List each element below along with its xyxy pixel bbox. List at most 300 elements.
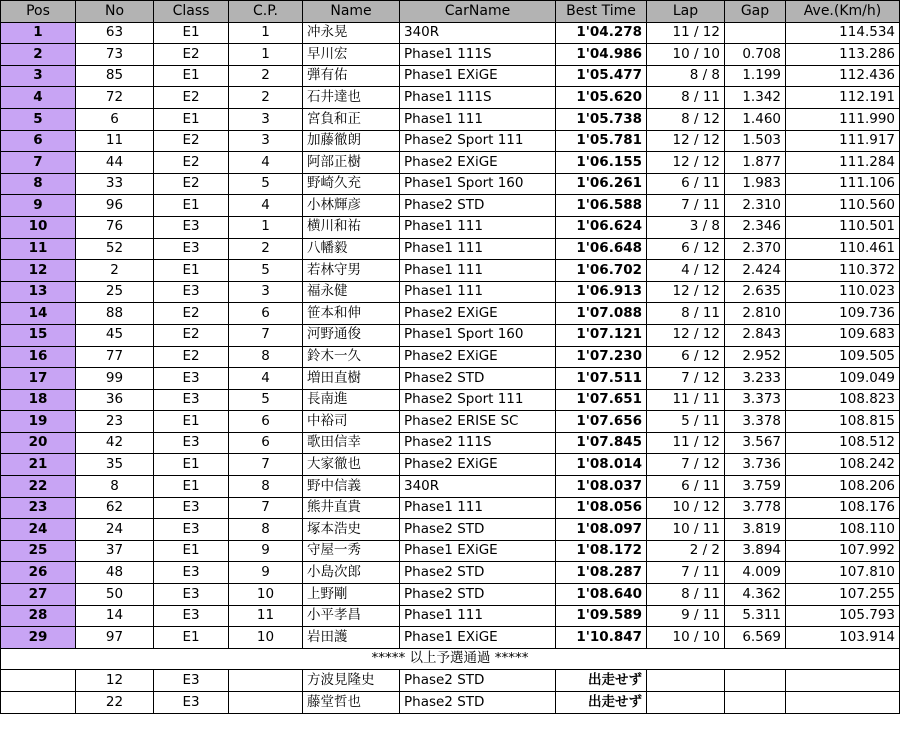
gap-cell: [725, 22, 786, 44]
pos-cell: 17: [1, 368, 76, 390]
best-time-cell: 1'06.588: [556, 195, 647, 217]
pos-cell: 8: [1, 173, 76, 195]
gap-cell: 3.378: [725, 411, 786, 433]
cp-cell: 6: [229, 303, 303, 325]
dns-gap-cell: [725, 670, 786, 692]
no-cell: 6: [76, 108, 154, 130]
carname-cell: 340R: [400, 476, 556, 498]
no-cell: 36: [76, 389, 154, 411]
gap-cell: 3.373: [725, 389, 786, 411]
ave-cell: 103.914: [786, 627, 900, 649]
lap-cell: 10 / 12: [647, 497, 725, 519]
ave-cell: 109.736: [786, 303, 900, 325]
table-row: [1, 44, 900, 66]
name-cell: 冲永晃: [303, 22, 400, 44]
table-row: [1, 389, 900, 411]
no-cell: 33: [76, 173, 154, 195]
pos-cell: 1: [1, 22, 76, 44]
lap-cell: 8 / 8: [647, 65, 725, 87]
ave-cell: 108.206: [786, 476, 900, 498]
lap-cell: 6 / 11: [647, 173, 725, 195]
name-cell: 石井達也: [303, 87, 400, 109]
best-time-cell: 1'07.511: [556, 368, 647, 390]
no-cell: 73: [76, 44, 154, 66]
best-time-cell: 1'04.278: [556, 22, 647, 44]
name-cell: 小林輝彦: [303, 195, 400, 217]
table-row: [1, 65, 900, 87]
name-cell: 宮負和正: [303, 108, 400, 130]
name-cell: 岩田護: [303, 627, 400, 649]
dns-class-cell: E3: [154, 670, 229, 692]
lap-cell: 11 / 12: [647, 22, 725, 44]
no-cell: 23: [76, 411, 154, 433]
gap-cell: 2.310: [725, 195, 786, 217]
cp-cell: 8: [229, 519, 303, 541]
ave-cell: 110.501: [786, 216, 900, 238]
gap-cell: 1.503: [725, 130, 786, 152]
table-row: [1, 346, 900, 368]
dns-cp-cell: [229, 670, 303, 692]
cp-cell: 7: [229, 324, 303, 346]
class-cell: E3: [154, 238, 229, 260]
header-carname: CarName: [400, 1, 556, 23]
class-cell: E2: [154, 152, 229, 174]
cp-cell: 9: [229, 540, 303, 562]
name-cell: 小平孝昌: [303, 605, 400, 627]
name-cell: 長南進: [303, 389, 400, 411]
no-cell: 42: [76, 432, 154, 454]
dns-name-cell: 藤堂哲也: [303, 692, 400, 714]
table-row: [1, 411, 900, 433]
no-cell: 88: [76, 303, 154, 325]
class-cell: E1: [154, 65, 229, 87]
name-cell: 野中信義: [303, 476, 400, 498]
pos-cell: 20: [1, 432, 76, 454]
results-body: [1, 22, 900, 648]
carname-cell: 340R: [400, 22, 556, 44]
no-cell: 25: [76, 281, 154, 303]
name-cell: 笹本和伸: [303, 303, 400, 325]
best-time-cell: 1'08.097: [556, 519, 647, 541]
carname-cell: Phase2 STD: [400, 195, 556, 217]
no-cell: 97: [76, 627, 154, 649]
carname-cell: Phase1 111: [400, 605, 556, 627]
gap-cell: 3.567: [725, 432, 786, 454]
cp-cell: 4: [229, 195, 303, 217]
dns-row: [1, 670, 900, 692]
carname-cell: Phase2 EXiGE: [400, 454, 556, 476]
name-cell: 小島次郎: [303, 562, 400, 584]
lap-cell: 7 / 12: [647, 454, 725, 476]
cp-cell: 5: [229, 260, 303, 282]
name-cell: 守屋一秀: [303, 540, 400, 562]
dns-gap-cell: [725, 692, 786, 714]
no-cell: 77: [76, 346, 154, 368]
carname-cell: Phase1 111S: [400, 44, 556, 66]
class-cell: E3: [154, 368, 229, 390]
best-time-cell: 1'08.037: [556, 476, 647, 498]
gap-cell: 2.346: [725, 216, 786, 238]
best-time-cell: 1'05.781: [556, 130, 647, 152]
dns-cp-cell: [229, 692, 303, 714]
no-cell: 24: [76, 519, 154, 541]
ave-cell: 108.815: [786, 411, 900, 433]
class-cell: E1: [154, 22, 229, 44]
class-cell: E2: [154, 346, 229, 368]
pos-cell: 15: [1, 324, 76, 346]
dns-pos-cell: [1, 670, 76, 692]
class-cell: E1: [154, 195, 229, 217]
separator-row: [1, 648, 900, 670]
no-cell: 50: [76, 584, 154, 606]
carname-cell: Phase2 EXiGE: [400, 303, 556, 325]
carname-cell: Phase1 Sport 160: [400, 324, 556, 346]
lap-cell: 7 / 11: [647, 562, 725, 584]
best-time-cell: 1'07.845: [556, 432, 647, 454]
table-row: [1, 605, 900, 627]
best-time-cell: 1'06.702: [556, 260, 647, 282]
lap-cell: 8 / 11: [647, 584, 725, 606]
class-cell: E1: [154, 476, 229, 498]
pos-cell: 26: [1, 562, 76, 584]
ave-cell: 107.810: [786, 562, 900, 584]
class-cell: E1: [154, 454, 229, 476]
lap-cell: 7 / 12: [647, 368, 725, 390]
name-cell: 加藤徹朗: [303, 130, 400, 152]
ave-cell: 113.286: [786, 44, 900, 66]
dns-lap-cell: [647, 692, 725, 714]
carname-cell: Phase1 Sport 160: [400, 173, 556, 195]
header-no: No: [76, 1, 154, 23]
class-cell: E2: [154, 303, 229, 325]
qualification-separator: ***** 以上予選通過 *****: [1, 648, 900, 670]
no-cell: 2: [76, 260, 154, 282]
cp-cell: 10: [229, 584, 303, 606]
cp-cell: 10: [229, 627, 303, 649]
cp-cell: 7: [229, 497, 303, 519]
lap-cell: 12 / 12: [647, 324, 725, 346]
best-time-cell: 1'06.648: [556, 238, 647, 260]
no-cell: 62: [76, 497, 154, 519]
ave-cell: 111.990: [786, 108, 900, 130]
gap-cell: 2.424: [725, 260, 786, 282]
no-cell: 48: [76, 562, 154, 584]
best-time-cell: 1'10.847: [556, 627, 647, 649]
table-row: [1, 130, 900, 152]
carname-cell: Phase2 STD: [400, 368, 556, 390]
carname-cell: Phase2 EXiGE: [400, 346, 556, 368]
pos-cell: 29: [1, 627, 76, 649]
ave-cell: 107.992: [786, 540, 900, 562]
cp-cell: 1: [229, 22, 303, 44]
no-cell: 96: [76, 195, 154, 217]
dns-no-cell: 22: [76, 692, 154, 714]
lap-cell: 5 / 11: [647, 411, 725, 433]
name-cell: 野崎久充: [303, 173, 400, 195]
header-gap: Gap: [725, 1, 786, 23]
dns-carname-cell: Phase2 STD: [400, 670, 556, 692]
no-cell: 14: [76, 605, 154, 627]
best-time-cell: 1'06.913: [556, 281, 647, 303]
class-cell: E1: [154, 260, 229, 282]
carname-cell: Phase1 EXiGE: [400, 540, 556, 562]
best-time-cell: 1'07.088: [556, 303, 647, 325]
class-cell: E1: [154, 540, 229, 562]
carname-cell: Phase1 111: [400, 238, 556, 260]
gap-cell: 2.843: [725, 324, 786, 346]
ave-cell: 108.823: [786, 389, 900, 411]
gap-cell: 3.759: [725, 476, 786, 498]
table-row: [1, 303, 900, 325]
table-row: [1, 627, 900, 649]
lap-cell: 10 / 10: [647, 627, 725, 649]
name-cell: 横川和祐: [303, 216, 400, 238]
no-cell: 8: [76, 476, 154, 498]
best-time-cell: 1'08.640: [556, 584, 647, 606]
table-row: [1, 476, 900, 498]
name-cell: 河野通俊: [303, 324, 400, 346]
table-row: [1, 216, 900, 238]
no-cell: 52: [76, 238, 154, 260]
cp-cell: 6: [229, 411, 303, 433]
class-cell: E2: [154, 173, 229, 195]
table-row: [1, 368, 900, 390]
name-cell: 福永健: [303, 281, 400, 303]
class-cell: E3: [154, 562, 229, 584]
best-time-cell: 1'08.172: [556, 540, 647, 562]
carname-cell: Phase1 EXiGE: [400, 627, 556, 649]
lap-cell: 10 / 10: [647, 44, 725, 66]
gap-cell: 2.810: [725, 303, 786, 325]
class-cell: E3: [154, 584, 229, 606]
ave-cell: 108.242: [786, 454, 900, 476]
gap-cell: 1.199: [725, 65, 786, 87]
header-pos: Pos: [1, 1, 76, 23]
no-cell: 85: [76, 65, 154, 87]
name-cell: 阿部正樹: [303, 152, 400, 174]
cp-cell: 6: [229, 432, 303, 454]
lap-cell: 8 / 11: [647, 303, 725, 325]
name-cell: 歌田信幸: [303, 432, 400, 454]
gap-cell: 2.952: [725, 346, 786, 368]
name-cell: 鈴木一久: [303, 346, 400, 368]
cp-cell: 9: [229, 562, 303, 584]
no-cell: 45: [76, 324, 154, 346]
no-cell: 35: [76, 454, 154, 476]
carname-cell: Phase1 111: [400, 260, 556, 282]
header-cp: C.P.: [229, 1, 303, 23]
pos-cell: 3: [1, 65, 76, 87]
gap-cell: 3.233: [725, 368, 786, 390]
pos-cell: 16: [1, 346, 76, 368]
pos-cell: 22: [1, 476, 76, 498]
dns-status-cell: 出走せず: [556, 692, 647, 714]
ave-cell: 108.110: [786, 519, 900, 541]
class-cell: E1: [154, 627, 229, 649]
lap-cell: 9 / 11: [647, 605, 725, 627]
dns-ave-cell: [786, 692, 900, 714]
no-cell: 76: [76, 216, 154, 238]
pos-cell: 24: [1, 519, 76, 541]
name-cell: 大家徹也: [303, 454, 400, 476]
class-cell: E3: [154, 519, 229, 541]
ave-cell: 109.049: [786, 368, 900, 390]
class-cell: E1: [154, 411, 229, 433]
pos-cell: 13: [1, 281, 76, 303]
table-row: [1, 260, 900, 282]
dns-pos-cell: [1, 692, 76, 714]
cp-cell: 5: [229, 389, 303, 411]
best-time-cell: 1'05.620: [556, 87, 647, 109]
class-cell: E3: [154, 281, 229, 303]
cp-cell: 4: [229, 368, 303, 390]
gap-cell: 3.736: [725, 454, 786, 476]
ave-cell: 108.176: [786, 497, 900, 519]
lap-cell: 6 / 12: [647, 238, 725, 260]
header-lap: Lap: [647, 1, 725, 23]
table-row: [1, 540, 900, 562]
pos-cell: 19: [1, 411, 76, 433]
lap-cell: 6 / 11: [647, 476, 725, 498]
carname-cell: Phase1 111S: [400, 87, 556, 109]
pos-cell: 9: [1, 195, 76, 217]
table-row: [1, 108, 900, 130]
best-time-cell: 1'06.155: [556, 152, 647, 174]
best-time-cell: 1'07.230: [556, 346, 647, 368]
table-row: [1, 497, 900, 519]
name-cell: 弾有佑: [303, 65, 400, 87]
ave-cell: 114.534: [786, 22, 900, 44]
dns-carname-cell: Phase2 STD: [400, 692, 556, 714]
carname-cell: Phase2 ERISE SC: [400, 411, 556, 433]
dns-class-cell: E3: [154, 692, 229, 714]
dns-row: [1, 692, 900, 714]
carname-cell: Phase2 111S: [400, 432, 556, 454]
lap-cell: 7 / 11: [647, 195, 725, 217]
ave-cell: 107.255: [786, 584, 900, 606]
carname-cell: Phase2 STD: [400, 584, 556, 606]
best-time-cell: 1'07.121: [556, 324, 647, 346]
class-cell: E3: [154, 432, 229, 454]
pos-cell: 28: [1, 605, 76, 627]
cp-cell: 1: [229, 44, 303, 66]
gap-cell: 4.362: [725, 584, 786, 606]
name-cell: 熊井直貴: [303, 497, 400, 519]
header-row: [1, 1, 900, 23]
lap-cell: 6 / 12: [647, 346, 725, 368]
footer-body: [1, 648, 900, 713]
pos-cell: 25: [1, 540, 76, 562]
carname-cell: Phase2 Sport 111: [400, 130, 556, 152]
gap-cell: 0.708: [725, 44, 786, 66]
name-cell: 早川宏: [303, 44, 400, 66]
cp-cell: 2: [229, 87, 303, 109]
lap-cell: 11 / 11: [647, 389, 725, 411]
lap-cell: 12 / 12: [647, 130, 725, 152]
best-time-cell: 1'07.656: [556, 411, 647, 433]
table-row: [1, 562, 900, 584]
lap-cell: 8 / 12: [647, 108, 725, 130]
pos-cell: 5: [1, 108, 76, 130]
cp-cell: 2: [229, 65, 303, 87]
cp-cell: 8: [229, 346, 303, 368]
ave-cell: 112.436: [786, 65, 900, 87]
gap-cell: 3.778: [725, 497, 786, 519]
best-time-cell: 1'08.056: [556, 497, 647, 519]
carname-cell: Phase1 111: [400, 497, 556, 519]
table-row: [1, 87, 900, 109]
pos-cell: 12: [1, 260, 76, 282]
class-cell: E1: [154, 108, 229, 130]
name-cell: 塚本浩史: [303, 519, 400, 541]
lap-cell: 2 / 2: [647, 540, 725, 562]
carname-cell: Phase2 STD: [400, 519, 556, 541]
pos-cell: 4: [1, 87, 76, 109]
pos-cell: 7: [1, 152, 76, 174]
dns-ave-cell: [786, 670, 900, 692]
ave-cell: 105.793: [786, 605, 900, 627]
best-time-cell: 1'05.477: [556, 65, 647, 87]
lap-cell: 3 / 8: [647, 216, 725, 238]
ave-cell: 110.023: [786, 281, 900, 303]
pos-cell: 18: [1, 389, 76, 411]
class-cell: E3: [154, 605, 229, 627]
table-row: [1, 432, 900, 454]
table-row: [1, 195, 900, 217]
no-cell: 99: [76, 368, 154, 390]
gap-cell: 3.819: [725, 519, 786, 541]
ave-cell: 110.372: [786, 260, 900, 282]
gap-cell: 6.569: [725, 627, 786, 649]
ave-cell: 109.505: [786, 346, 900, 368]
table-row: [1, 238, 900, 260]
best-time-cell: 1'09.589: [556, 605, 647, 627]
ave-cell: 110.461: [786, 238, 900, 260]
lap-cell: 11 / 12: [647, 432, 725, 454]
pos-cell: 23: [1, 497, 76, 519]
ave-cell: 109.683: [786, 324, 900, 346]
gap-cell: 1.460: [725, 108, 786, 130]
gap-cell: 3.894: [725, 540, 786, 562]
cp-cell: 5: [229, 173, 303, 195]
gap-cell: 4.009: [725, 562, 786, 584]
table-row: [1, 454, 900, 476]
table-row: [1, 281, 900, 303]
carname-cell: Phase1 EXiGE: [400, 65, 556, 87]
best-time-cell: 1'07.651: [556, 389, 647, 411]
table-row: [1, 22, 900, 44]
name-cell: 上野剛: [303, 584, 400, 606]
best-time-cell: 1'04.986: [556, 44, 647, 66]
pos-cell: 21: [1, 454, 76, 476]
cp-cell: 11: [229, 605, 303, 627]
table-row: [1, 519, 900, 541]
cp-cell: 8: [229, 476, 303, 498]
table-row: [1, 173, 900, 195]
ave-cell: 110.560: [786, 195, 900, 217]
no-cell: 37: [76, 540, 154, 562]
gap-cell: 2.370: [725, 238, 786, 260]
class-cell: E3: [154, 497, 229, 519]
carname-cell: Phase2 STD: [400, 562, 556, 584]
header-best-time: Best Time: [556, 1, 647, 23]
table-row: [1, 324, 900, 346]
cp-cell: 3: [229, 108, 303, 130]
cp-cell: 4: [229, 152, 303, 174]
lap-cell: 12 / 12: [647, 152, 725, 174]
lap-cell: 12 / 12: [647, 281, 725, 303]
ave-cell: 108.512: [786, 432, 900, 454]
